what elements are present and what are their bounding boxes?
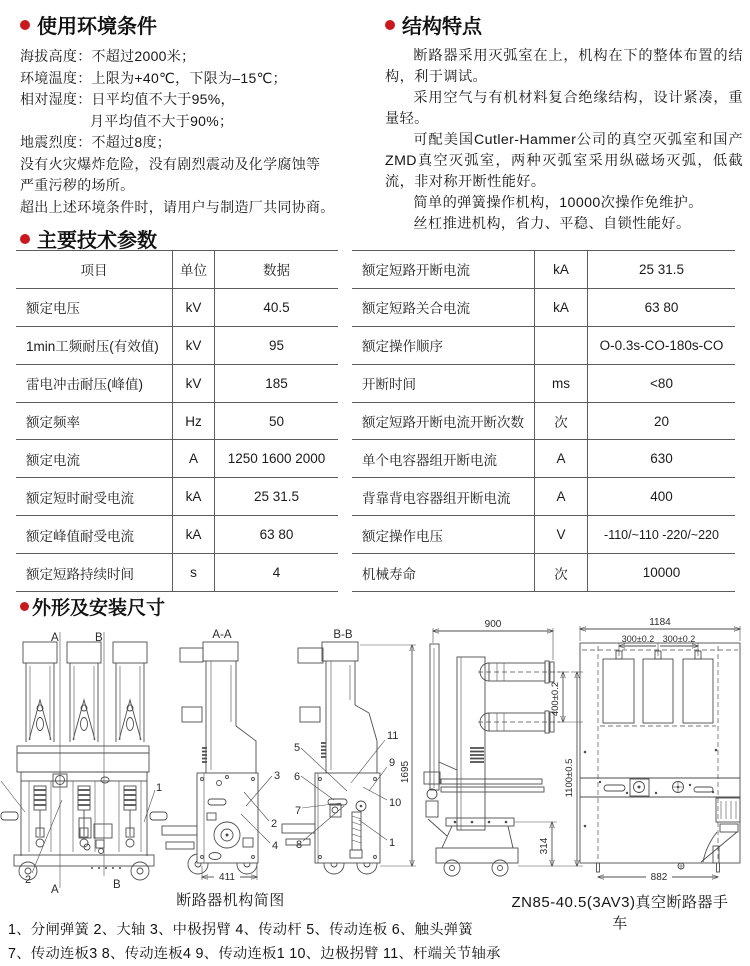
callout-8: 8 <box>296 839 303 851</box>
callout-2: 2 <box>25 874 32 886</box>
table-row <box>352 403 735 441</box>
legend-line-1: 1、分闸弹簧 2、大轴 3、中极拐臂 4、传动杆 5、传动连板 6、触头弹簧 <box>8 922 473 938</box>
dim-1100: 1100±0.5 <box>564 758 575 798</box>
param-name: 额定短路开断电流开断次数 <box>362 415 524 430</box>
param-name: 额定短路关合电流 <box>362 301 470 317</box>
param-unit: ms <box>534 365 587 402</box>
env-line: 环境温度：上限为+40℃，下限为–15℃； <box>20 69 287 86</box>
callout-10: 10 <box>389 797 402 809</box>
callout-6: 6 <box>294 771 301 783</box>
section-line-a-top-label: A <box>51 632 59 644</box>
table-row <box>352 516 735 554</box>
env-lines <box>20 46 380 218</box>
param-unit: A <box>534 440 587 477</box>
param-unit: kA <box>534 289 587 326</box>
env-line: 地震烈度：不超过8度； <box>20 134 172 150</box>
env-line: 海拔高度：不超过2000米； <box>20 48 196 64</box>
callout-2: 2 <box>271 818 278 830</box>
param-unit: kA <box>172 516 214 553</box>
table-row <box>352 251 735 289</box>
env-line: 相对湿度：日平均值不大于95%， <box>20 91 235 107</box>
param-name: 背靠背电容器组开断电流 <box>362 490 511 506</box>
param-unit: 次 <box>534 554 587 591</box>
param-value: 185 <box>214 365 338 402</box>
param-unit: s <box>172 554 214 591</box>
caption-cart: ZN85-40.5(3AV3)真空断路器手车 <box>511 894 729 932</box>
structure-paragraph: 断路器采用灭弧室在上，机构在下的整体布置的结构，利于调试。 <box>385 48 743 85</box>
cart-front-view-drawing <box>580 617 740 883</box>
col-header-unit: 单位 <box>172 251 214 288</box>
callout-7: 7 <box>295 805 302 817</box>
param-value: 400 <box>587 478 735 515</box>
env-line: 没有火灾爆炸危险，没有剧烈震动及化学腐蚀等 <box>20 155 321 172</box>
table-row <box>16 478 338 516</box>
structure-paragraphs <box>385 46 743 235</box>
params-title-text: 主要技术参数 <box>37 230 157 252</box>
dim-1184: 1184 <box>649 617 671 628</box>
param-unit: V <box>534 516 587 553</box>
param-value: -110/~110 -220/~220 <box>587 516 735 553</box>
param-name: 额定操作顺序 <box>362 339 443 355</box>
dim-900: 900 <box>484 619 502 630</box>
col-header-item: 项目 <box>80 263 108 279</box>
technical-drawings <box>0 610 750 915</box>
section-line-b-top-label: B <box>95 632 103 644</box>
env-line: 超出上述环境条件时，请用户与制造厂共同协商。 <box>20 198 335 215</box>
section-line-b-bottom-label: B <box>113 879 121 891</box>
params-table-right <box>352 250 735 592</box>
red-bullet-icon <box>20 20 30 30</box>
structure-section-title <box>385 10 743 39</box>
params-section-title <box>20 224 157 253</box>
callout-5: 5 <box>294 742 301 754</box>
param-value: 50 <box>214 403 338 440</box>
callout-11: 11 <box>387 730 399 742</box>
param-value: 95 <box>214 327 338 364</box>
param-unit: kV <box>172 365 214 402</box>
env-section <box>20 10 380 218</box>
param-name: 额定短时耐受电流 <box>26 490 134 506</box>
param-name: 1min工频耐压(有效值) <box>26 339 159 355</box>
structure-paragraph: 简单的弹簧操作机构，10000次操作免维护。 <box>413 195 703 211</box>
table-row <box>16 440 338 478</box>
param-unit: kV <box>172 327 214 364</box>
table-row <box>16 327 338 365</box>
table-row <box>352 365 735 403</box>
parts-legend <box>8 918 728 966</box>
param-value: 10000 <box>587 554 735 591</box>
param-value: 630 <box>587 440 735 477</box>
dim-400: 400±0.2 <box>550 681 561 717</box>
param-unit: kA <box>172 478 214 515</box>
cart-side-view-drawing <box>424 619 583 876</box>
table-row <box>16 554 338 592</box>
structure-paragraph: 采用空气与有机材料复合绝缘结构，设计紧凑，重量轻。 <box>385 90 743 127</box>
dim-300-left: 300±0.2 <box>621 634 655 644</box>
table-row <box>16 516 338 554</box>
param-name: 额定短路持续时间 <box>26 566 134 582</box>
params-table-left <box>16 250 338 592</box>
outline-title-text: 外形及安装尺寸 <box>32 598 166 619</box>
section-bb-label: B-B <box>333 629 353 641</box>
table-row <box>352 327 735 365</box>
param-value: 40.5 <box>214 289 338 326</box>
red-bullet-icon <box>20 234 30 244</box>
param-value: 25 31.5 <box>214 478 338 515</box>
param-unit: 次 <box>534 403 587 440</box>
col-header-value: 数据 <box>214 251 338 288</box>
callout-1: 1 <box>156 782 163 794</box>
param-name: 额定电流 <box>26 452 80 468</box>
param-name: 额定短路开断电流 <box>362 263 470 279</box>
env-section-title <box>20 10 380 39</box>
param-name: 额定频率 <box>26 415 80 430</box>
param-unit: A <box>534 478 587 515</box>
section-bb-drawing <box>282 629 416 874</box>
param-name: 额定操作电压 <box>362 528 443 544</box>
dim-300-right: 300±0.2 <box>662 634 696 644</box>
table-row <box>16 403 338 441</box>
section-aa-drawing <box>162 629 280 883</box>
callout-4: 4 <box>272 840 279 852</box>
table-row <box>16 289 338 327</box>
param-name: 单个电容器组开断电流 <box>362 452 497 468</box>
param-value: <80 <box>587 365 735 402</box>
dim-882: 882 <box>650 872 668 883</box>
dim-411: 411 <box>219 872 235 883</box>
param-value: 63 80 <box>214 516 338 553</box>
callout-9: 9 <box>389 757 396 769</box>
param-unit: Hz <box>172 403 214 440</box>
callout-1: 1 <box>389 837 396 849</box>
param-value: 25 31.5 <box>587 251 735 288</box>
param-name: 开断时间 <box>362 377 416 393</box>
structure-title-text: 结构特点 <box>402 16 482 38</box>
param-unit: kA <box>534 251 587 288</box>
param-name: 机械寿命 <box>362 566 416 582</box>
param-value: O-0.3s-CO-180s-CO <box>587 327 735 364</box>
callout-3: 3 <box>274 770 281 782</box>
table-row <box>16 365 338 403</box>
legend-line-2: 7、传动连板3 8、传动连板4 9、传动连板1 10、边极拐臂 11、杆端关节轴承 <box>8 946 501 962</box>
dim-314: 314 <box>539 837 550 855</box>
env-line: 月平均值不大于90%； <box>90 112 234 129</box>
red-bullet-icon <box>385 20 395 30</box>
structure-section <box>385 10 743 235</box>
dim-1695: 1695 <box>400 760 411 784</box>
param-name: 额定电压 <box>26 301 80 317</box>
section-line-a-bottom-label: A <box>51 884 59 896</box>
param-unit: A <box>172 440 214 477</box>
table-row <box>352 478 735 516</box>
table-row <box>352 289 735 327</box>
structure-paragraph: 丝杠推进机构，省力、平稳、自锁性能好。 <box>413 216 691 232</box>
param-value: 63 80 <box>587 289 735 326</box>
param-value: 20 <box>587 403 735 440</box>
table-row <box>352 440 735 478</box>
table-row <box>352 554 735 592</box>
env-line: 严重污秽的场所。 <box>20 177 135 193</box>
env-title-text: 使用环境条件 <box>37 16 157 38</box>
table-header-row <box>16 251 338 289</box>
param-unit: kV <box>172 289 214 326</box>
param-value: 4 <box>214 554 338 591</box>
section-aa-label: A-A <box>212 629 232 641</box>
breaker-front-view-drawing <box>1 632 167 896</box>
param-unit <box>534 327 587 364</box>
structure-paragraph: 可配美国Cutler-Hammer公司的真空灭弧室和国产ZMD真空灭弧室，两种灭弧室采用纵磁场灭弧，低截流，非对称开断性能好。 <box>385 132 743 190</box>
param-name: 雷电冲击耐压(峰值) <box>26 377 143 393</box>
caption-mechanism-diagram: 断路器机构简图 <box>176 892 285 909</box>
param-value: 1250 1600 2000 <box>214 440 338 477</box>
param-name: 额定峰值耐受电流 <box>26 528 134 544</box>
